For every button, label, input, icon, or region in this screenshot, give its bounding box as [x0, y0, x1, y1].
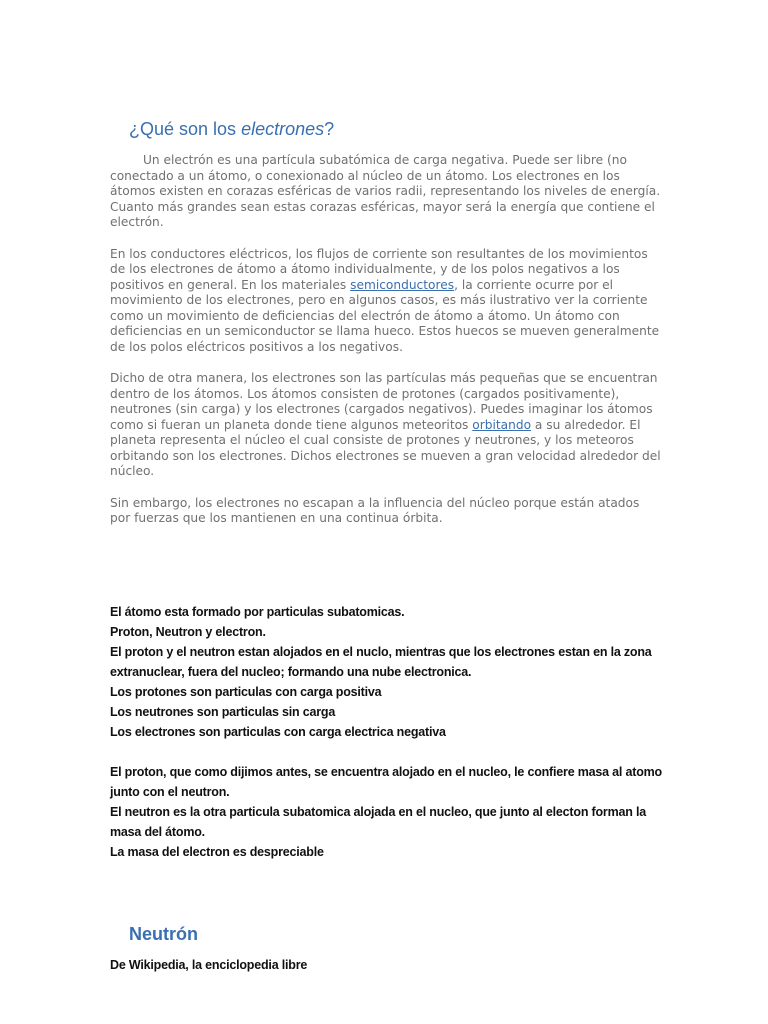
- section-heading-neutron: Neutrón: [129, 924, 198, 944]
- paragraph-text: Dicho de otra manera, los electrones son las partículas más pequeñas que se encuentran dentro de los átomos. Los átomos consisten de protones (cargados positivamente), neutrones (sin carga) y los electrones (cargados negativos). Puedes imaginar los átomos como si fueran un planeta donde tiene algunos meteoritos: [110, 371, 658, 432]
- section-heading-electrones: [129, 119, 334, 140]
- heading-text-before: ¿Qué son los: [129, 119, 242, 139]
- paragraph-conductores: [110, 247, 662, 356]
- electrones-article: [110, 153, 662, 543]
- link-orbitando[interactable]: orbitando: [472, 417, 532, 432]
- wikipedia-source-line: De Wikipedia, la enciclopedia libre: [110, 958, 308, 972]
- note-line: Los protones son particulas con carga positiva: [110, 685, 382, 699]
- heading-text-emphasis: electrones: [241, 119, 325, 139]
- link-semiconductores[interactable]: semiconductores: [350, 277, 455, 292]
- note-line: El proton, que como dijimos antes, se encuentra alojado en el nucleo, le confiere masa al atomo junto con el neutron.: [110, 765, 662, 799]
- paragraph-definition: Un electrón es una partícula subatómica de carga negativa. Puede ser libre (no conectado a un átomo, o conexionado al núcleo de un átomo. Los electrones en los átomos existen en corazas esféricas de varios radii, representando los niveles de energía. Cuanto más grandes sean estas corazas esféricas, mayor será la energía que contiene el electrón.: [110, 153, 661, 229]
- paragraph-text: , la corriente ocurre por el movimiento de los electrones, pero en algunos casos, es más ilustrativo ver la corriente como un movimiento de deficiencias del electrón de átomo a átomo. Un átomo con deficiencias en un semiconductor se llama hueco. Estos huecos se mueven generalmente de los polos eléctricos positivos a los negativos.: [110, 277, 660, 354]
- note-line: Los neutrones son particulas sin carga: [110, 705, 336, 719]
- note-line: El átomo esta formado por particulas subatomicas.: [110, 605, 405, 619]
- line-gap: [110, 742, 665, 762]
- paragraph-text: a su alrededor. El planeta representa el núcleo el cual consiste de protones y neutrones, y los meteoros orbitando son los electrones. Dichos electrones se mueven a gran velocidad alrededor del núcleo.: [110, 417, 661, 478]
- note-line: El proton y el neutron estan alojados en el nuclo, mientras que los electrones estan en la zona extranuclear, fuera del nucleo; formando una nube electronica.: [110, 645, 652, 679]
- paragraph-text: En los conductores eléctricos, los flujos de corriente son resultantes de los movimientos de los electrones de átomo a átomo individualmente, y de los polos negativos a los positivos en general. En los materiales: [110, 246, 648, 292]
- paragraph-atomos: [110, 371, 662, 480]
- note-line: Los electrones son particulas con carga electrica negativa: [110, 725, 446, 739]
- atomo-notes: [110, 602, 665, 862]
- paragraph-nucleo: Sin embargo, los electrones no escapan a la influencia del núcleo porque están atados por fuerzas que los mantienen en una continua órbita.: [110, 495, 640, 525]
- heading-text-after: ?: [324, 119, 335, 139]
- note-line: El neutron es la otra particula subatomica alojada en el nucleo, que junto al electon forman la masa del átomo.: [110, 805, 646, 839]
- note-line: Proton, Neutron y electron.: [110, 625, 266, 639]
- note-line: La masa del electron es despreciable: [110, 845, 324, 859]
